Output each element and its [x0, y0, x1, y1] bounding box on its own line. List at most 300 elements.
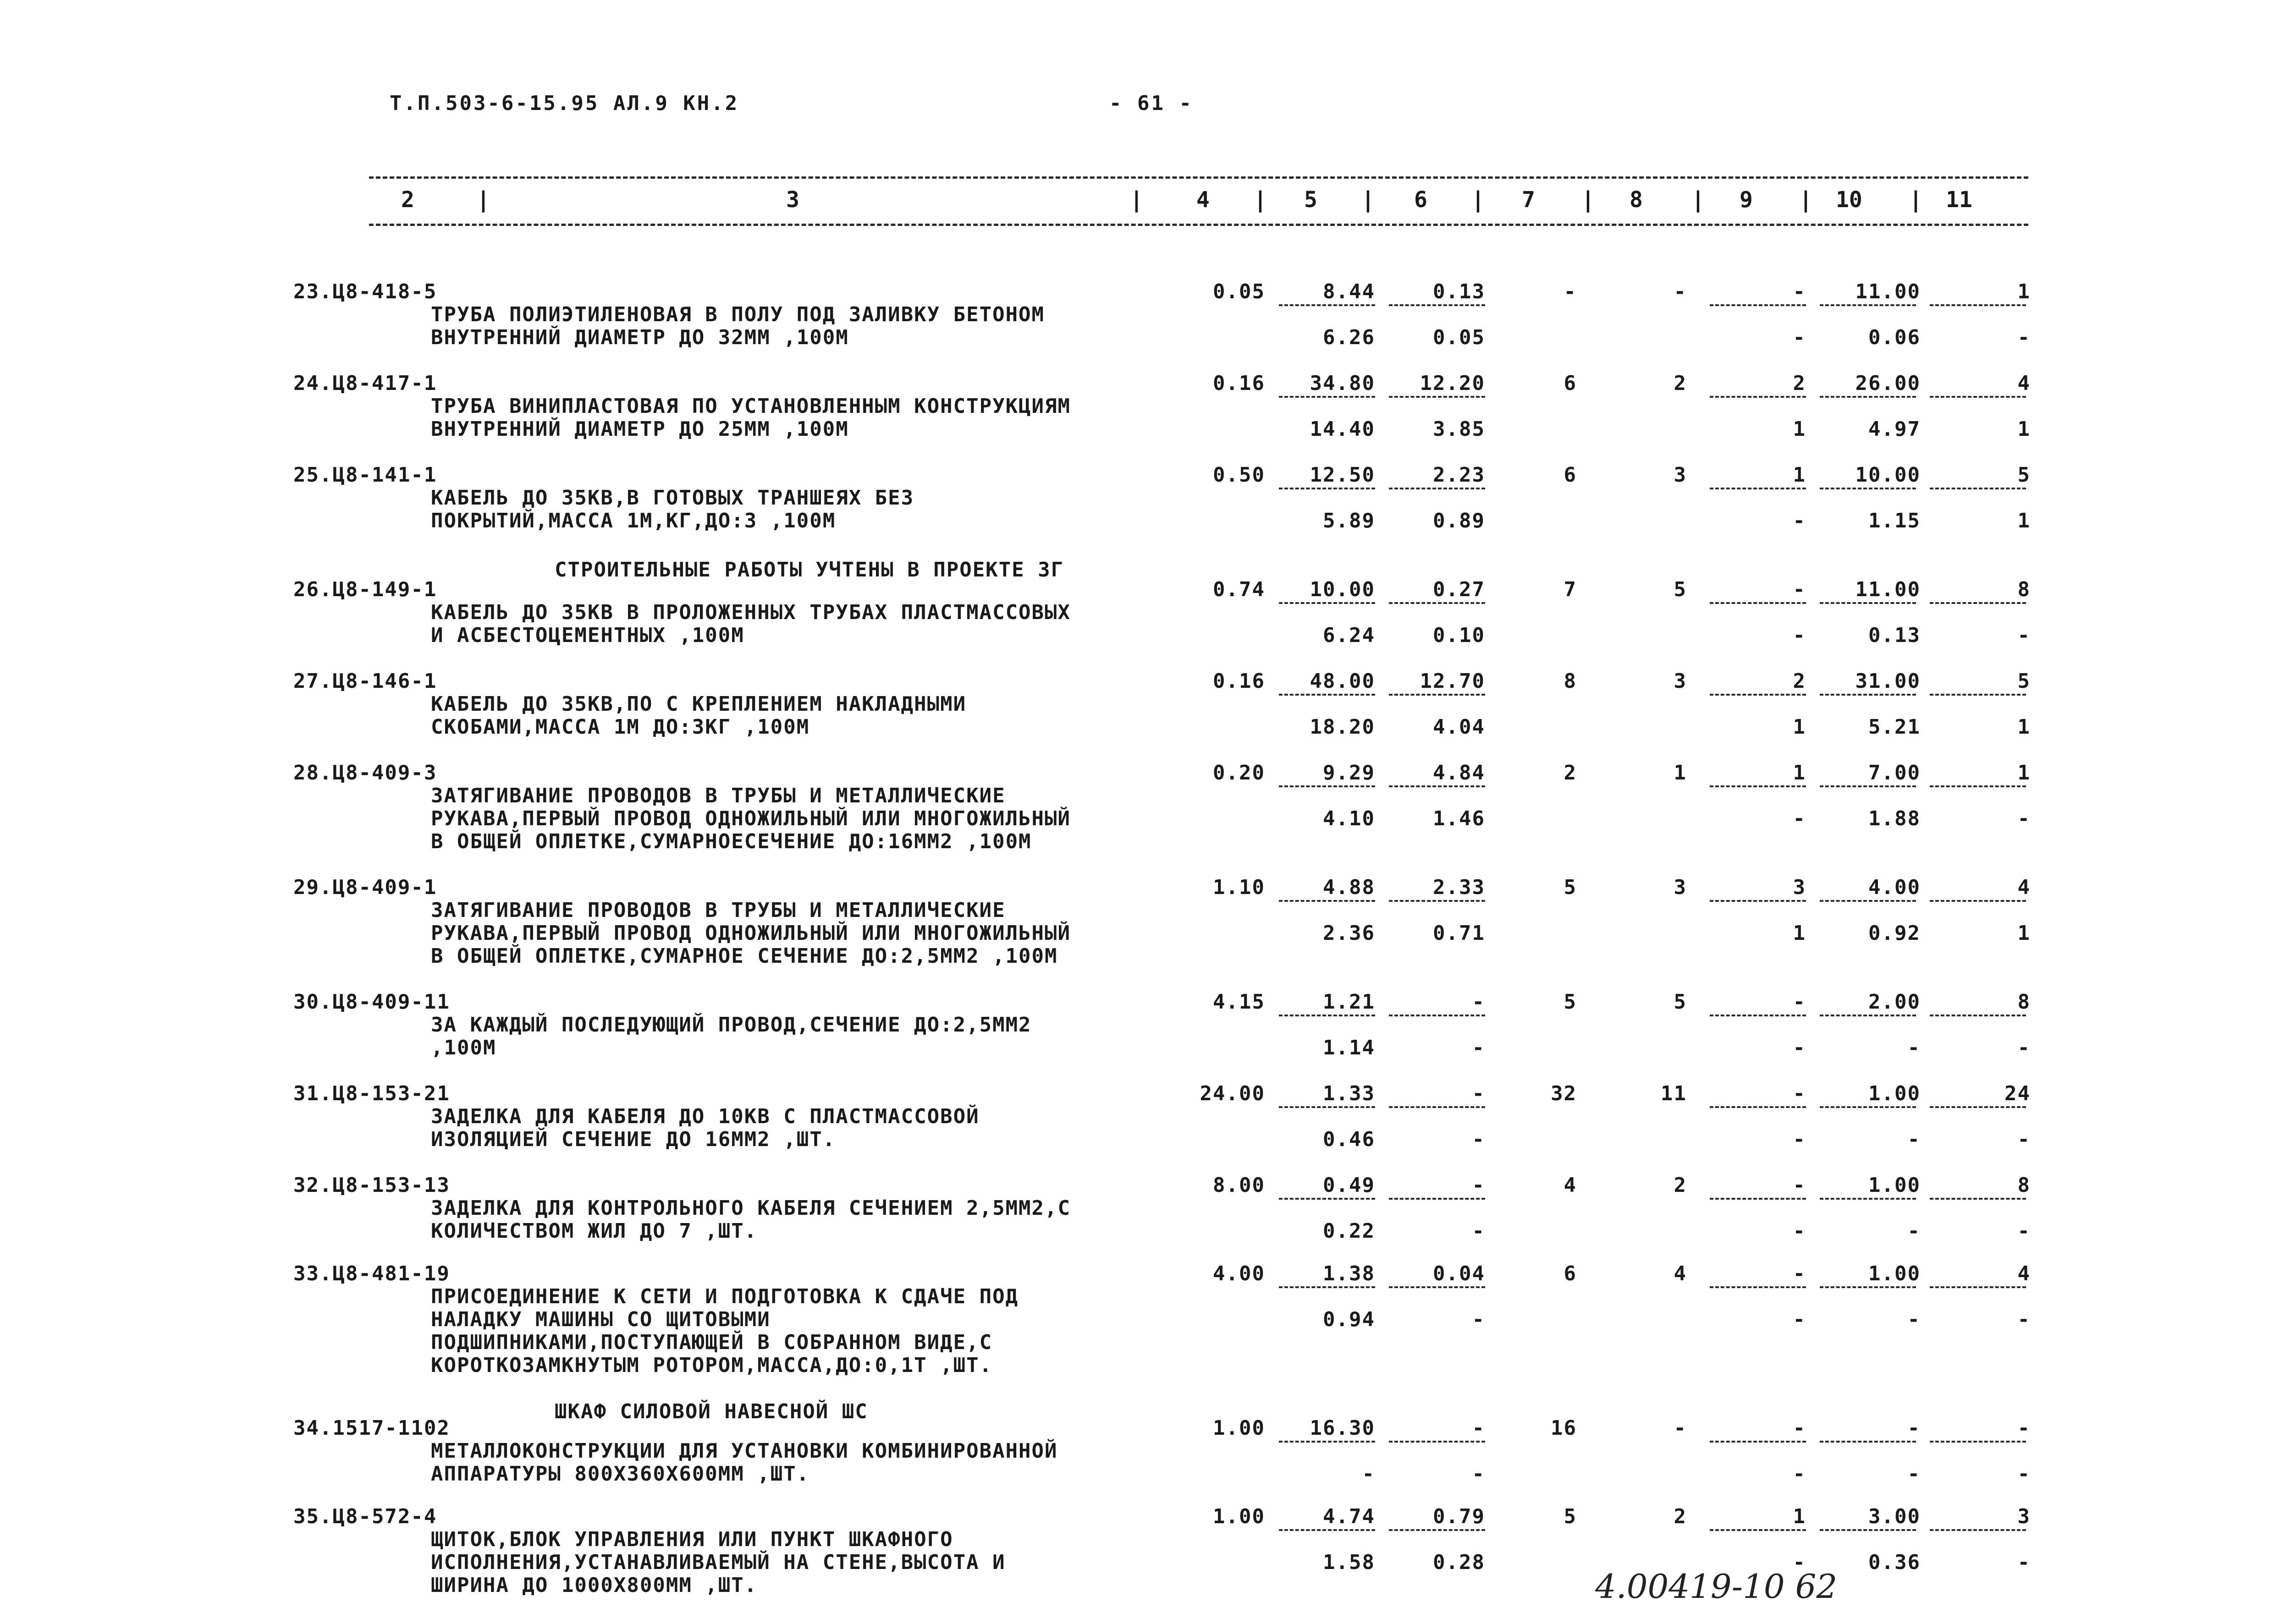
- entry-description-line: ЗАТЯГИВАНИЕ ПРОВОДОВ В ТРУБЫ И МЕТАЛЛИЧЕСКИЕ: [431, 784, 1006, 807]
- value-row1-c4: 8.00: [1213, 1174, 1265, 1197]
- value-row2-c5: 14.40: [1310, 417, 1375, 441]
- value-row1-c4: 0.50: [1213, 463, 1265, 487]
- column-separator: |: [1581, 187, 1595, 213]
- value-row2-c5: 1.14: [1323, 1036, 1375, 1059]
- entry-description-line: ШИРИНА ДО 1000Х800ММ ,ШТ.: [431, 1574, 758, 1597]
- subtotal-rule: [1279, 1198, 1375, 1200]
- table-row: [0, 670, 2274, 739]
- entry-description-line: КАБЕЛЬ ДО 35КВ,ПО С КРЕПЛЕНИЕМ НАКЛАДНЫМИ: [431, 692, 967, 716]
- subtotal-rule: [1710, 694, 1806, 696]
- subtotal-rule: [1279, 1015, 1375, 1016]
- value-row1-c6: 12.70: [1420, 669, 1485, 693]
- column-separator: |: [1471, 187, 1485, 213]
- subtotal-rule: [1820, 1441, 1916, 1443]
- subtotal-rule: [1930, 396, 2026, 398]
- value-row1-c8: 2: [1674, 372, 1687, 395]
- value-row1-c5: 10.00: [1310, 578, 1375, 601]
- value-row1-c8: 1: [1674, 761, 1687, 785]
- table-row: [0, 1262, 2274, 1377]
- column-header-7: 7: [1522, 187, 1535, 213]
- column-separator: |: [1691, 187, 1705, 213]
- value-row2-c11: -: [2017, 1128, 2031, 1151]
- value-row1-c10: 1.00: [1868, 1262, 1921, 1285]
- value-row1-c5: 12.50: [1310, 463, 1375, 487]
- entry-code: 24.Ц8-417-1: [293, 372, 437, 395]
- value-row2-c6: 0.71: [1433, 922, 1485, 945]
- table-row: [0, 1082, 2274, 1151]
- entry-description-line: ЗАТЯГИВАНИЕ ПРОВОДОВ В ТРУБЫ И МЕТАЛЛИЧЕСКИЕ: [431, 899, 1006, 922]
- value-row2-c11: -: [2017, 1308, 2031, 1331]
- table-row: [0, 280, 2274, 349]
- subtotal-rule: [1389, 1106, 1485, 1108]
- value-row2-c5: 0.46: [1323, 1128, 1375, 1151]
- value-row1-c6: -: [1472, 1416, 1485, 1440]
- subtotal-rule: [1389, 1015, 1485, 1016]
- value-row1-c9: -: [1793, 1082, 1806, 1105]
- entry-code: 30.Ц8-409-11: [293, 990, 450, 1014]
- value-row1-c9: 1: [1793, 761, 1806, 785]
- value-row2-c9: -: [1793, 1219, 1806, 1243]
- entry-description-line: КОРОТКОЗАМКНУТЫМ РОТОРОМ,МАССА,ДО:0,1Т ,ШТ.: [431, 1354, 993, 1377]
- entry-description-line: ИСПОЛНЕНИЯ,УСТАНАВЛИВАЕМЫЙ НА СТЕНЕ,ВЫСОТА И: [431, 1551, 1006, 1574]
- entry-description-line: И АСБЕСТОЦЕМЕНТНЫХ ,100М: [431, 624, 744, 647]
- column-header-4: 4: [1196, 187, 1210, 213]
- value-row2-c11: -: [2017, 807, 2031, 830]
- value-row2-c11: 1: [2017, 417, 2031, 441]
- value-row1-c10: 3.00: [1868, 1505, 1921, 1528]
- value-row1-c4: 0.05: [1213, 280, 1265, 303]
- subtotal-rule: [1820, 1198, 1916, 1200]
- column-separator: |: [1799, 187, 1812, 213]
- value-row1-c5: 4.88: [1323, 876, 1375, 899]
- subtotal-rule: [1930, 488, 2026, 489]
- column-header-10: 10: [1836, 187, 1862, 213]
- value-row2-c9: 1: [1793, 417, 1806, 441]
- value-row1-c10: 7.00: [1868, 761, 1921, 785]
- value-row1-c6: -: [1472, 1174, 1485, 1197]
- value-row2-c5: 4.10: [1323, 807, 1375, 830]
- subtotal-rule: [1930, 304, 2026, 306]
- subtotal-rule: [1820, 785, 1916, 787]
- value-row1-c9: -: [1793, 1416, 1806, 1440]
- subtotal-rule: [1710, 488, 1806, 489]
- subtotal-rule: [1820, 1015, 1916, 1016]
- column-header-9: 9: [1740, 187, 1753, 213]
- value-row2-c5: 5.89: [1323, 509, 1375, 532]
- value-row1-c11: -: [2017, 1416, 2031, 1440]
- value-row2-c5: 6.26: [1323, 326, 1375, 349]
- value-row2-c5: 2.36: [1323, 922, 1375, 945]
- entry-code: 28.Ц8-409-3: [293, 761, 437, 785]
- subtotal-rule: [1820, 304, 1916, 306]
- value-row2-c10: -: [1907, 1036, 1921, 1059]
- table-row: [0, 991, 2274, 1059]
- subtotal-rule: [1279, 602, 1375, 604]
- subtotal-rule: [1710, 396, 1806, 398]
- entry-description-line: ЩИТОК,БЛОК УПРАВЛЕНИЯ ИЛИ ПУНКТ ШКАФНОГО: [431, 1528, 953, 1551]
- value-row1-c10: 26.00: [1855, 372, 1921, 395]
- value-row1-c8: 4: [1674, 1262, 1687, 1285]
- subtotal-rule: [1389, 396, 1485, 398]
- entry-description-line: ИЗОЛЯЦИЕЙ СЕЧЕНИЕ ДО 16ММ2 ,ШТ.: [431, 1128, 836, 1151]
- value-row1-c11: 24: [2004, 1082, 2031, 1105]
- subtotal-rule: [1820, 694, 1916, 696]
- column-header-6: 6: [1414, 187, 1427, 213]
- value-row2-c6: -: [1472, 1462, 1485, 1486]
- value-row2-c6: 0.10: [1433, 624, 1485, 647]
- entry-description-line: ТРУБА ПОЛИЭТИЛЕНОВАЯ В ПОЛУ ПОД ЗАЛИВКУ БЕТОНОМ: [431, 303, 1045, 326]
- value-row2-c11: -: [2017, 1036, 2031, 1059]
- value-row1-c4: 4.00: [1213, 1262, 1265, 1285]
- value-row2-c10: 1.88: [1868, 807, 1921, 830]
- value-row2-c11: 1: [2017, 922, 2031, 945]
- value-row2-c9: -: [1793, 624, 1806, 647]
- value-row1-c7: -: [1564, 280, 1577, 303]
- entry-code: 29.Ц8-409-1: [293, 876, 437, 899]
- value-row2-c6: 4.04: [1433, 715, 1485, 739]
- subtotal-rule: [1279, 900, 1375, 902]
- value-row1-c5: 9.29: [1323, 761, 1375, 785]
- table-row: [0, 464, 2274, 532]
- value-row1-c4: 1.00: [1213, 1416, 1265, 1440]
- table-row: [0, 1174, 2274, 1243]
- value-row2-c9: -: [1793, 1551, 1806, 1574]
- value-row1-c9: -: [1793, 280, 1806, 303]
- value-row1-c7: 7: [1564, 578, 1577, 601]
- value-row1-c8: 3: [1674, 876, 1687, 899]
- value-row2-c10: 1.15: [1868, 509, 1921, 532]
- subtotal-rule: [1279, 694, 1375, 696]
- value-row1-c4: 1.00: [1213, 1505, 1265, 1528]
- entry-code: 27.Ц8-146-1: [293, 669, 437, 693]
- entry-description-line: СКОБАМИ,МАССА 1М ДО:3КГ ,100М: [431, 715, 810, 739]
- subtotal-rule: [1710, 1015, 1806, 1016]
- value-row1-c6: 0.79: [1433, 1505, 1485, 1528]
- column-header-5: 5: [1304, 187, 1317, 213]
- value-row1-c11: 8: [2017, 990, 2031, 1014]
- subtotal-rule: [1930, 602, 2026, 604]
- column-separator: |: [1909, 187, 1922, 213]
- value-row2-c11: -: [2017, 326, 2031, 349]
- entry-description-line: В ОБЩЕЙ ОПЛЕТКЕ,СУМАРНОЕСЕЧЕНИЕ ДО:16ММ2 ,100М: [431, 830, 1032, 853]
- value-row1-c7: 6: [1564, 463, 1577, 487]
- subtotal-rule: [1279, 304, 1375, 306]
- document-reference: Т.П.503-6-15.95 АЛ.9 КН.2: [390, 92, 739, 115]
- subtotal-rule: [1930, 1198, 2026, 1200]
- value-row1-c4: 0.16: [1213, 372, 1265, 395]
- value-row1-c10: -: [1907, 1416, 1921, 1440]
- value-row1-c5: 1.33: [1323, 1082, 1375, 1105]
- value-row1-c7: 5: [1564, 876, 1577, 899]
- value-row2-c10: 5.21: [1868, 715, 1921, 739]
- value-row2-c11: 1: [2017, 715, 2031, 739]
- subtotal-rule: [1820, 396, 1916, 398]
- value-row1-c8: -: [1674, 1416, 1687, 1440]
- entry-description-line: РУКАВА,ПЕРВЫЙ ПРОВОД ОДНОЖИЛЬНЫЙ ИЛИ МНОГОЖИЛЬНЫЙ: [431, 807, 1071, 830]
- value-row1-c5: 1.38: [1323, 1262, 1375, 1285]
- value-row2-c10: 4.97: [1868, 417, 1921, 441]
- entry-description-line: АППАРАТУРЫ 800Х360Х600ММ ,ШТ.: [431, 1462, 810, 1486]
- value-row1-c5: 1.21: [1323, 990, 1375, 1014]
- value-row2-c5: 18.20: [1310, 715, 1375, 739]
- value-row1-c7: 16: [1551, 1416, 1577, 1440]
- value-row2-c9: -: [1793, 807, 1806, 830]
- entry-description-line: ПОКРЫТИЙ,МАССА 1М,КГ,ДО:3 ,100М: [431, 509, 836, 532]
- subtotal-rule: [1930, 1015, 2026, 1016]
- value-row2-c9: -: [1793, 509, 1806, 532]
- entry-code: 35.Ц8-572-4: [293, 1505, 437, 1528]
- value-row2-c10: 0.36: [1868, 1551, 1921, 1574]
- value-row2-c9: -: [1793, 1308, 1806, 1331]
- value-row2-c9: -: [1793, 326, 1806, 349]
- value-row1-c10: 4.00: [1868, 876, 1921, 899]
- value-row1-c5: 48.00: [1310, 669, 1375, 693]
- column-separator: |: [1130, 187, 1143, 213]
- value-row2-c6: -: [1472, 1219, 1485, 1243]
- subtotal-rule: [1710, 1286, 1806, 1288]
- value-row1-c7: 8: [1564, 669, 1577, 693]
- value-row1-c8: 2: [1674, 1505, 1687, 1528]
- value-row1-c10: 11.00: [1855, 578, 1921, 601]
- value-row1-c9: -: [1793, 1262, 1806, 1285]
- subtotal-rule: [1820, 1529, 1916, 1531]
- entry-description-line: МЕТАЛЛОКОНСТРУКЦИИ ДЛЯ УСТАНОВКИ КОМБИНИРОВАННОЙ: [431, 1439, 1058, 1463]
- subtotal-rule: [1710, 602, 1806, 604]
- value-row1-c7: 5: [1564, 990, 1577, 1014]
- value-row1-c9: -: [1793, 1174, 1806, 1197]
- column-separator: |: [1254, 187, 1267, 213]
- subtotal-rule: [1710, 1529, 1806, 1531]
- entry-code: 26.Ц8-149-1: [293, 578, 437, 601]
- value-row2-c6: 0.28: [1433, 1551, 1485, 1574]
- entry-description-line: ЗАДЕЛКА ДЛЯ КОНТРОЛЬНОГО КАБЕЛЯ СЕЧЕНИЕМ 2,5ММ2,С: [431, 1196, 1071, 1220]
- subtotal-rule: [1389, 1441, 1485, 1443]
- section-title: ШКАФ СИЛОВОЙ НАВЕСНОЙ ШС: [555, 1400, 868, 1423]
- value-row1-c10: 1.00: [1868, 1082, 1921, 1105]
- entry-description-line: ТРУБА ВИНИПЛАСТОВАЯ ПО УСТАНОВЛЕННЫМ КОНСТРУКЦИЯМ: [431, 395, 1071, 418]
- table-row: [0, 1417, 2274, 1486]
- column-header-2: 2: [401, 187, 414, 213]
- value-row2-c11: -: [2017, 624, 2031, 647]
- value-row1-c4: 24.00: [1200, 1082, 1265, 1105]
- value-row1-c9: 2: [1793, 372, 1806, 395]
- entry-description-line: ПОДШИПНИКАМИ,ПОСТУПАЮЩЕЙ В СОБРАННОМ ВИДЕ,С: [431, 1331, 993, 1354]
- value-row2-c10: 0.13: [1868, 624, 1921, 647]
- value-row1-c8: 5: [1674, 578, 1687, 601]
- value-row1-c4: 0.20: [1213, 761, 1265, 785]
- entry-description-line: ,100М: [431, 1036, 496, 1059]
- value-row2-c9: -: [1793, 1462, 1806, 1486]
- value-row1-c5: 16.30: [1310, 1416, 1375, 1440]
- table-row: [0, 762, 2274, 853]
- value-row2-c11: -: [2017, 1462, 2031, 1486]
- subtotal-rule: [1930, 785, 2026, 787]
- value-row2-c6: -: [1472, 1128, 1485, 1151]
- entry-code: 33.Ц8-481-19: [293, 1262, 450, 1285]
- handwritten-note: 4.00419-10 62: [1595, 1567, 1838, 1606]
- subtotal-rule: [1389, 694, 1485, 696]
- value-row1-c8: 5: [1674, 990, 1687, 1014]
- value-row1-c9: 2: [1793, 669, 1806, 693]
- subtotal-rule: [1820, 1286, 1916, 1288]
- value-row1-c10: 11.00: [1855, 280, 1921, 303]
- value-row2-c10: -: [1907, 1128, 1921, 1151]
- value-row2-c9: 1: [1793, 922, 1806, 945]
- value-row2-c10: 0.06: [1868, 326, 1921, 349]
- value-row1-c7: 32: [1551, 1082, 1577, 1105]
- subtotal-rule: [1710, 1198, 1806, 1200]
- value-row1-c9: -: [1793, 578, 1806, 601]
- value-row1-c6: 12.20: [1420, 372, 1485, 395]
- value-row1-c6: 4.84: [1433, 761, 1485, 785]
- value-row1-c4: 0.16: [1213, 669, 1265, 693]
- subtotal-rule: [1820, 900, 1916, 902]
- subtotal-rule: [1710, 785, 1806, 787]
- value-row2-c10: -: [1907, 1219, 1921, 1243]
- value-row1-c9: 1: [1793, 1505, 1806, 1528]
- subtotal-rule: [1930, 900, 2026, 902]
- subtotal-rule: [1279, 1529, 1375, 1531]
- value-row1-c7: 6: [1564, 372, 1577, 395]
- subtotal-rule: [1820, 1106, 1916, 1108]
- value-row1-c11: 4: [2017, 372, 2031, 395]
- subtotal-rule: [1389, 1286, 1485, 1288]
- value-row2-c11: -: [2017, 1551, 2031, 1574]
- subtotal-rule: [1930, 1441, 2026, 1443]
- value-row1-c11: 3: [2017, 1505, 2031, 1528]
- value-row1-c10: 1.00: [1868, 1174, 1921, 1197]
- value-row2-c9: 1: [1793, 715, 1806, 739]
- value-row1-c5: 0.49: [1323, 1174, 1375, 1197]
- subtotal-rule: [1389, 1198, 1485, 1200]
- subtotal-rule: [1389, 602, 1485, 604]
- value-row1-c5: 4.74: [1323, 1505, 1375, 1528]
- subtotal-rule: [1930, 1529, 2026, 1531]
- subtotal-rule: [1710, 900, 1806, 902]
- entry-description-line: ПРИСОЕДИНЕНИЕ К СЕТИ И ПОДГОТОВКА К СДАЧЕ ПОД: [431, 1285, 1019, 1308]
- value-row1-c9: 1: [1793, 463, 1806, 487]
- value-row1-c6: 0.27: [1433, 578, 1485, 601]
- subtotal-rule: [1279, 1106, 1375, 1108]
- entry-description-line: В ОБЩЕЙ ОПЛЕТКЕ,СУМАРНОЕ СЕЧЕНИЕ ДО:2,5ММ2 ,100М: [431, 944, 1058, 968]
- subtotal-rule: [1930, 1106, 2026, 1108]
- subtotal-rule: [1930, 694, 2026, 696]
- value-row1-c6: 2.23: [1433, 463, 1485, 487]
- table-row: [0, 372, 2274, 441]
- value-row1-c8: 11: [1661, 1082, 1687, 1105]
- value-row2-c5: 0.94: [1323, 1308, 1375, 1331]
- column-header-11: 11: [1946, 187, 1972, 213]
- entry-description-line: ВНУТРЕННИЙ ДИАМЕТР ДО 32ММ ,100М: [431, 326, 849, 349]
- value-row1-c10: 2.00: [1868, 990, 1921, 1014]
- value-row1-c6: 0.13: [1433, 280, 1485, 303]
- value-row1-c8: 2: [1674, 1174, 1687, 1197]
- value-row1-c11: 5: [2017, 669, 2031, 693]
- value-row1-c7: 6: [1564, 1262, 1577, 1285]
- value-row1-c7: 2: [1564, 761, 1577, 785]
- value-row1-c5: 8.44: [1323, 280, 1375, 303]
- value-row2-c11: -: [2017, 1219, 2031, 1243]
- table-row: [0, 876, 2274, 968]
- value-row1-c4: 0.74: [1213, 578, 1265, 601]
- value-row2-c10: -: [1907, 1462, 1921, 1486]
- subtotal-rule: [1930, 1286, 2026, 1288]
- value-row1-c9: -: [1793, 990, 1806, 1014]
- entry-code: 25.Ц8-141-1: [293, 463, 437, 487]
- section-title: СТРОИТЕЛЬНЫЕ РАБОТЫ УЧТЕНЫ В ПРОЕКТЕ ЗГ: [555, 558, 1064, 582]
- subtotal-rule: [1389, 304, 1485, 306]
- value-row2-c5: 6.24: [1323, 624, 1375, 647]
- value-row2-c9: -: [1793, 1128, 1806, 1151]
- column-separator: |: [1361, 187, 1375, 213]
- entry-description-line: КОЛИЧЕСТВОМ ЖИЛ ДО 7 ,ШТ.: [431, 1219, 758, 1243]
- subtotal-rule: [1279, 396, 1375, 398]
- entry-description-line: ВНУТРЕННИЙ ДИАМЕТР ДО 25ММ ,100М: [431, 417, 849, 441]
- value-row2-c9: -: [1793, 1036, 1806, 1059]
- subtotal-rule: [1279, 1286, 1375, 1288]
- value-row2-c11: 1: [2017, 509, 2031, 532]
- value-row1-c7: 4: [1564, 1174, 1577, 1197]
- subtotal-rule: [1820, 488, 1916, 489]
- value-row1-c8: 3: [1674, 463, 1687, 487]
- value-row1-c11: 4: [2017, 876, 2031, 899]
- value-row1-c6: -: [1472, 990, 1485, 1014]
- value-row2-c6: 0.89: [1433, 509, 1485, 532]
- entry-code: 32.Ц8-153-13: [293, 1174, 450, 1197]
- value-row1-c4: 1.10: [1213, 876, 1265, 899]
- page-number: - 61 -: [1109, 92, 1193, 115]
- subtotal-rule: [1389, 1529, 1485, 1531]
- subtotal-rule: [1820, 602, 1916, 604]
- table-row: [0, 578, 2274, 647]
- entry-description-line: РУКАВА,ПЕРВЫЙ ПРОВОД ОДНОЖИЛЬНЫЙ ИЛИ МНОГОЖИЛЬНЫЙ: [431, 922, 1071, 945]
- entry-code: 23.Ц8-418-5: [293, 280, 437, 303]
- value-row1-c11: 8: [2017, 578, 2031, 601]
- entry-description-line: КАБЕЛЬ ДО 35КВ В ПРОЛОЖЕННЫХ ТРУБАХ ПЛАСТМАССОВЫХ: [431, 601, 1071, 624]
- value-row1-c10: 31.00: [1855, 669, 1921, 693]
- value-row2-c6: 3.85: [1433, 417, 1485, 441]
- value-row1-c6: -: [1472, 1082, 1485, 1105]
- value-row1-c11: 5: [2017, 463, 2031, 487]
- subtotal-rule: [1389, 785, 1485, 787]
- entry-description-line: КАБЕЛЬ ДО 35КВ,В ГОТОВЫХ ТРАНШЕЯХ БЕЗ: [431, 486, 914, 510]
- value-row2-c5: -: [1362, 1462, 1375, 1486]
- subtotal-rule: [1710, 1441, 1806, 1443]
- value-row1-c6: 0.04: [1433, 1262, 1485, 1285]
- value-row1-c11: 4: [2017, 1262, 2031, 1285]
- subtotal-rule: [1389, 488, 1485, 489]
- value-row1-c9: 3: [1793, 876, 1806, 899]
- column-header-3: 3: [786, 187, 799, 213]
- value-row1-c7: 5: [1564, 1505, 1577, 1528]
- entry-description-line: НАЛАДКУ МАШИНЫ СО ЩИТОВЫМИ: [431, 1308, 771, 1331]
- subtotal-rule: [1279, 1441, 1375, 1443]
- table-row: [0, 1505, 2274, 1597]
- value-row1-c6: 2.33: [1433, 876, 1485, 899]
- value-row1-c11: 1: [2017, 761, 2031, 785]
- value-row2-c6: 1.46: [1433, 807, 1485, 830]
- subtotal-rule: [1710, 304, 1806, 306]
- value-row2-c6: -: [1472, 1036, 1485, 1059]
- value-row2-c6: 0.05: [1433, 326, 1485, 349]
- value-row2-c5: 0.22: [1323, 1219, 1375, 1243]
- entry-description-line: ЗА КАЖДЫЙ ПОСЛЕДУЮЩИЙ ПРОВОД,СЕЧЕНИЕ ДО:2,5ММ2: [431, 1013, 1032, 1037]
- value-row1-c8: 3: [1674, 669, 1687, 693]
- value-row1-c11: 1: [2017, 280, 2031, 303]
- value-row1-c5: 34.80: [1310, 372, 1375, 395]
- subtotal-rule: [1389, 900, 1485, 902]
- value-row2-c5: 1.58: [1323, 1551, 1375, 1574]
